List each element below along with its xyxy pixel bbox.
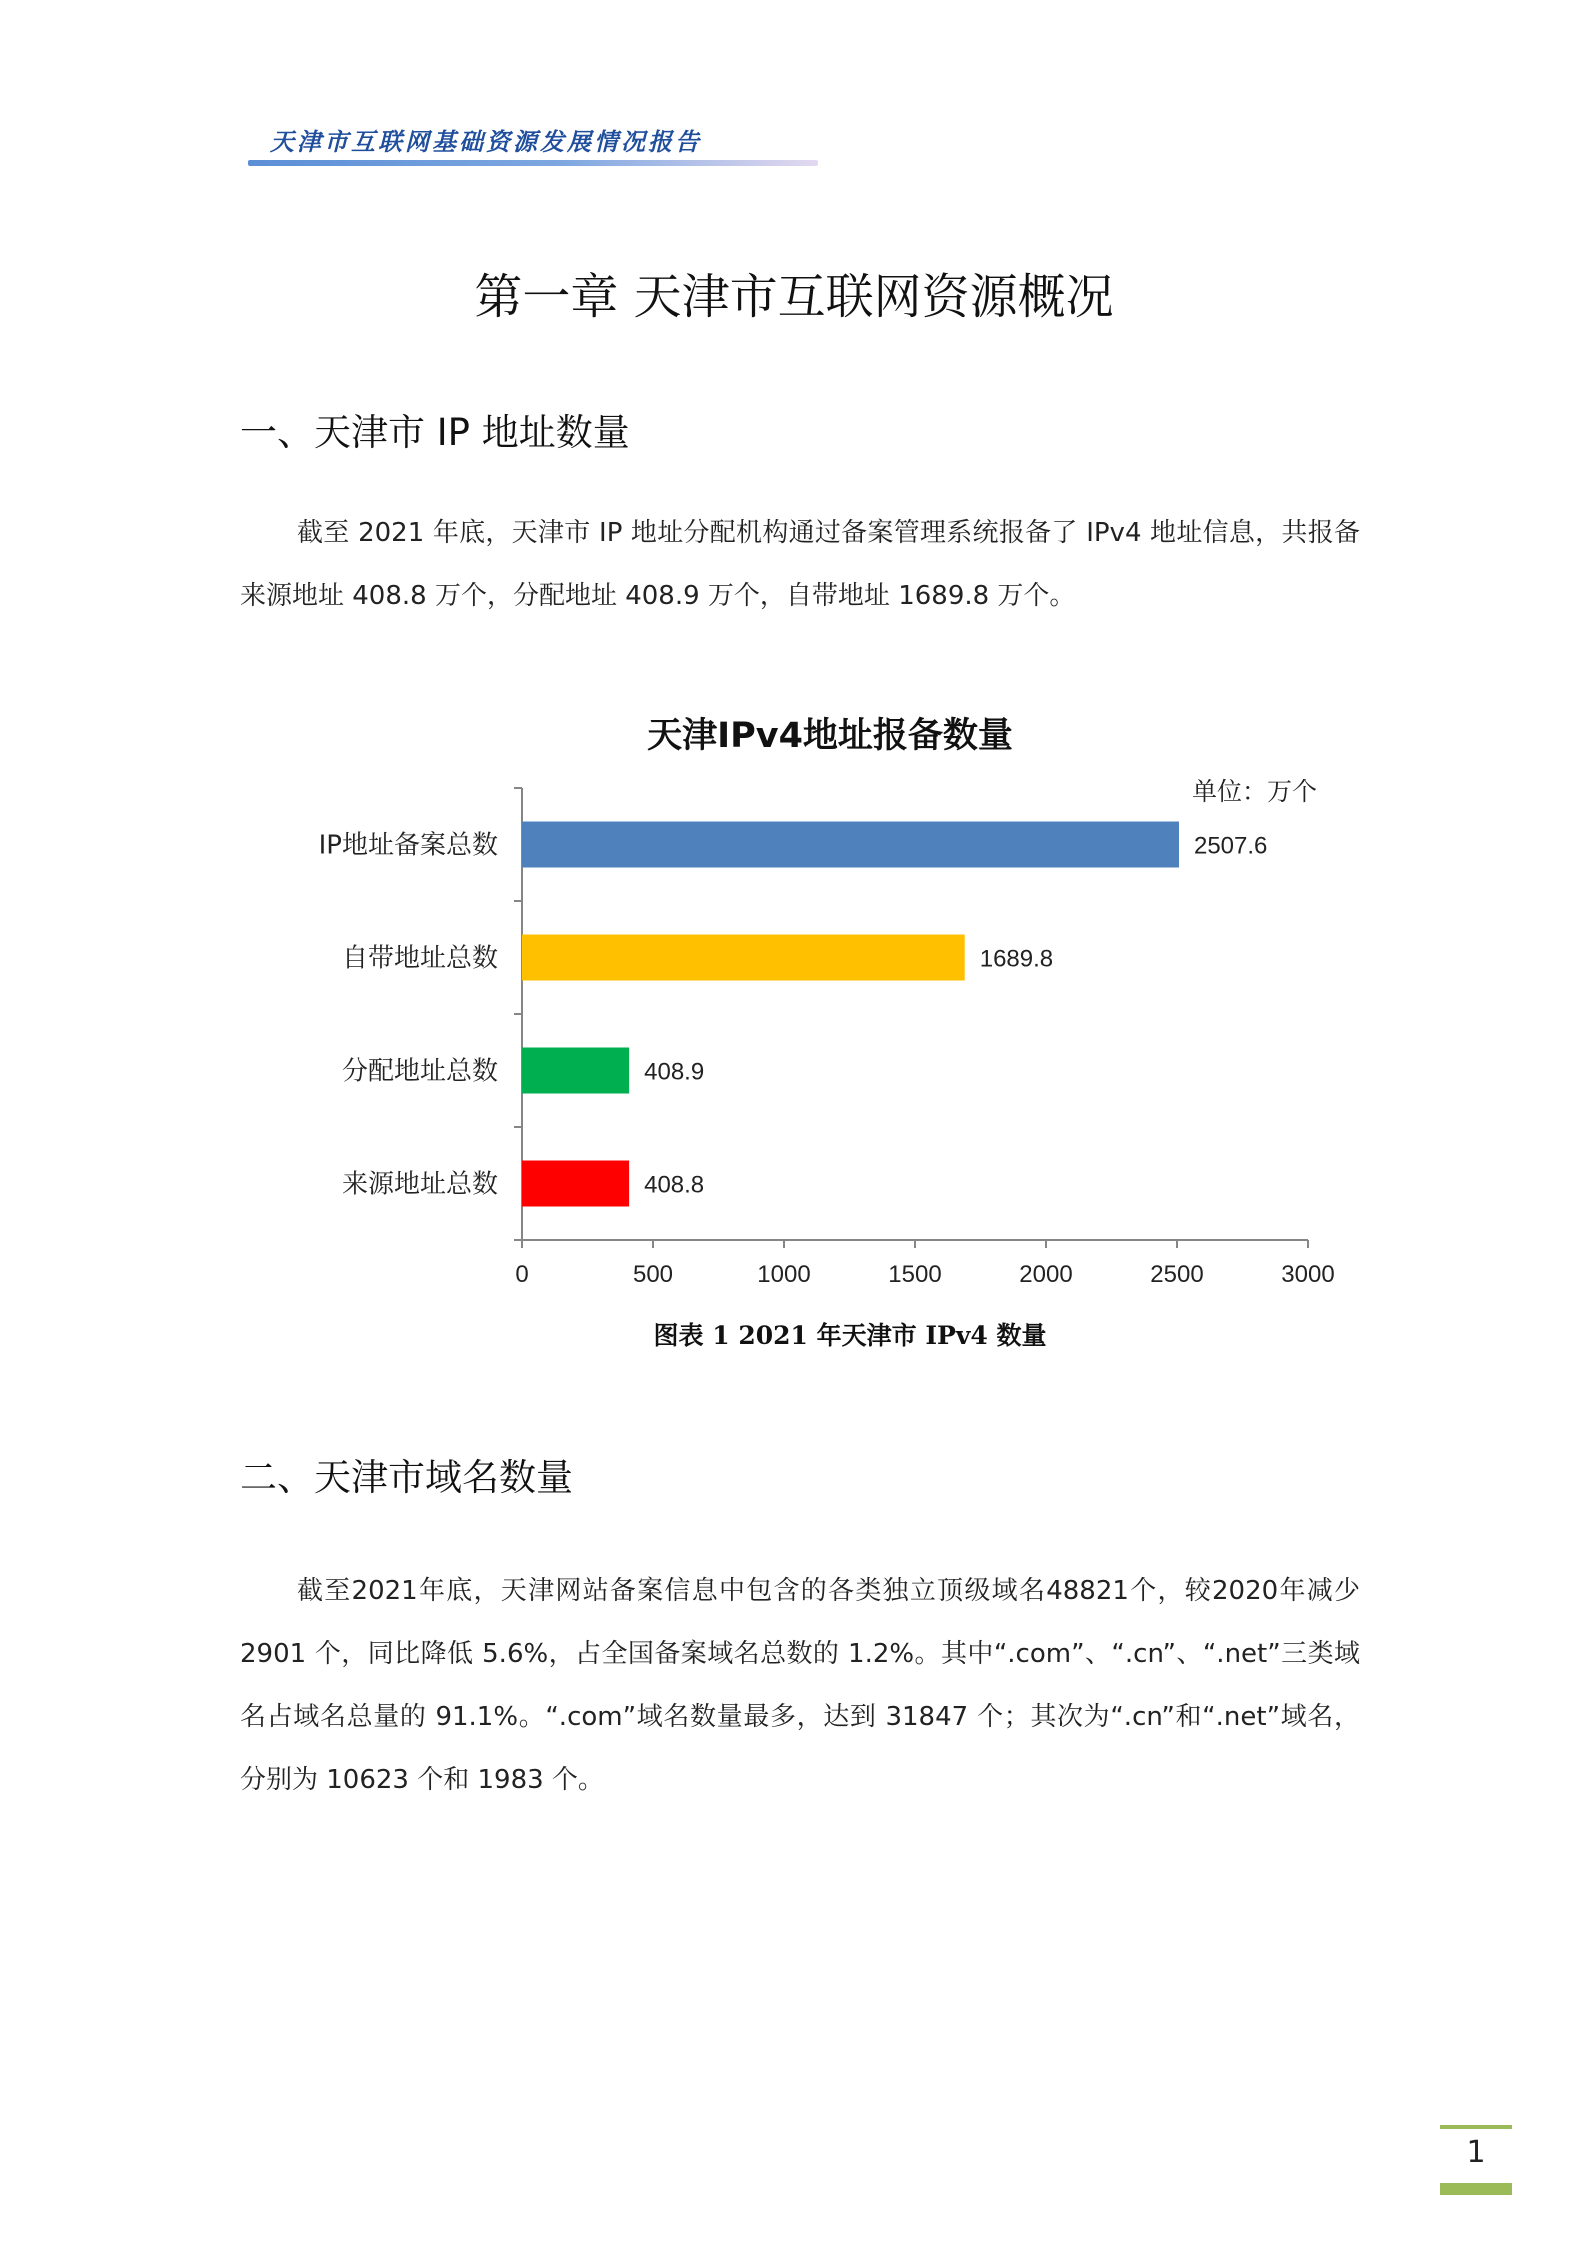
page-number-bottom-bar (1440, 2183, 1512, 2195)
x-tick-label: 1000 (757, 1261, 811, 1288)
category-label: IP地址备案总数 (318, 830, 498, 861)
page-number: 1 (1466, 2135, 1486, 2170)
bar-value-label: 1689.8 (979, 945, 1054, 973)
report-header-title: 天津市互联网基础资源发展情况报告 (270, 127, 702, 156)
chart-title: 天津IPv4地址报备数量 (647, 716, 1013, 756)
chapter-title: 第一章 天津市互联网资源概况 (474, 269, 1114, 325)
section-heading-ip: 一、天津市 IP 地址数量 (240, 411, 630, 454)
category-label: 来源地址总数 (341, 1169, 498, 1200)
bar-value-label: 408.8 (644, 1171, 705, 1199)
category-label: 自带地址总数 (341, 943, 498, 974)
section-heading-domain: 二、天津市域名数量 (240, 1456, 573, 1499)
x-tick-label: 0 (515, 1261, 529, 1288)
page-number-top-rule (1440, 2125, 1512, 2129)
x-tick-label: 1500 (888, 1261, 942, 1288)
paragraph-ip-text: 截至 2021 年底，天津市 IP 地址分配机构通过备案管理系统报备了 IPv4 地址信息，共报备来源地址 408.8 万个，分配地址 408.9 万个，自带地址 1689.8 万个。 (240, 518, 1360, 611)
x-tick-label: 500 (632, 1261, 674, 1288)
bar-value-label: 2507.6 (1193, 832, 1268, 860)
bar-3 (522, 1048, 629, 1094)
category-label: 分配地址总数 (341, 1056, 498, 1087)
x-tick-label: 2000 (1019, 1261, 1073, 1288)
x-tick-label: 2500 (1150, 1261, 1204, 1288)
paragraph-domain (240, 1560, 1360, 1812)
bar-value-label: 408.9 (644, 1058, 705, 1086)
page-number-box (1440, 2125, 1512, 2195)
unit-label: 单位：万个 (1192, 777, 1318, 806)
paragraph-domain-text: 截至2021年底，天津网站备案信息中包含的各类独立顶级域名48821个，较2020年减少 2901 个，同比降低 5.6%，占全国备案域名总数的 1.2%。其中“.com”、“.cn”、“.net”三类域名占域名总量的 91.1%。“.com”域名数量最多，达到 31847 个；其次为“.cn”和“.net”域名，分别为 10623 个和 1983 个。 (240, 1576, 1360, 1795)
figure-caption: 图表 1 2021 年天津市 IPv4 数量 (653, 1321, 1047, 1350)
bar-1 (522, 822, 1179, 868)
bar-2 (522, 935, 965, 981)
x-tick-label: 3000 (1281, 1261, 1335, 1288)
bar-4 (522, 1161, 629, 1207)
